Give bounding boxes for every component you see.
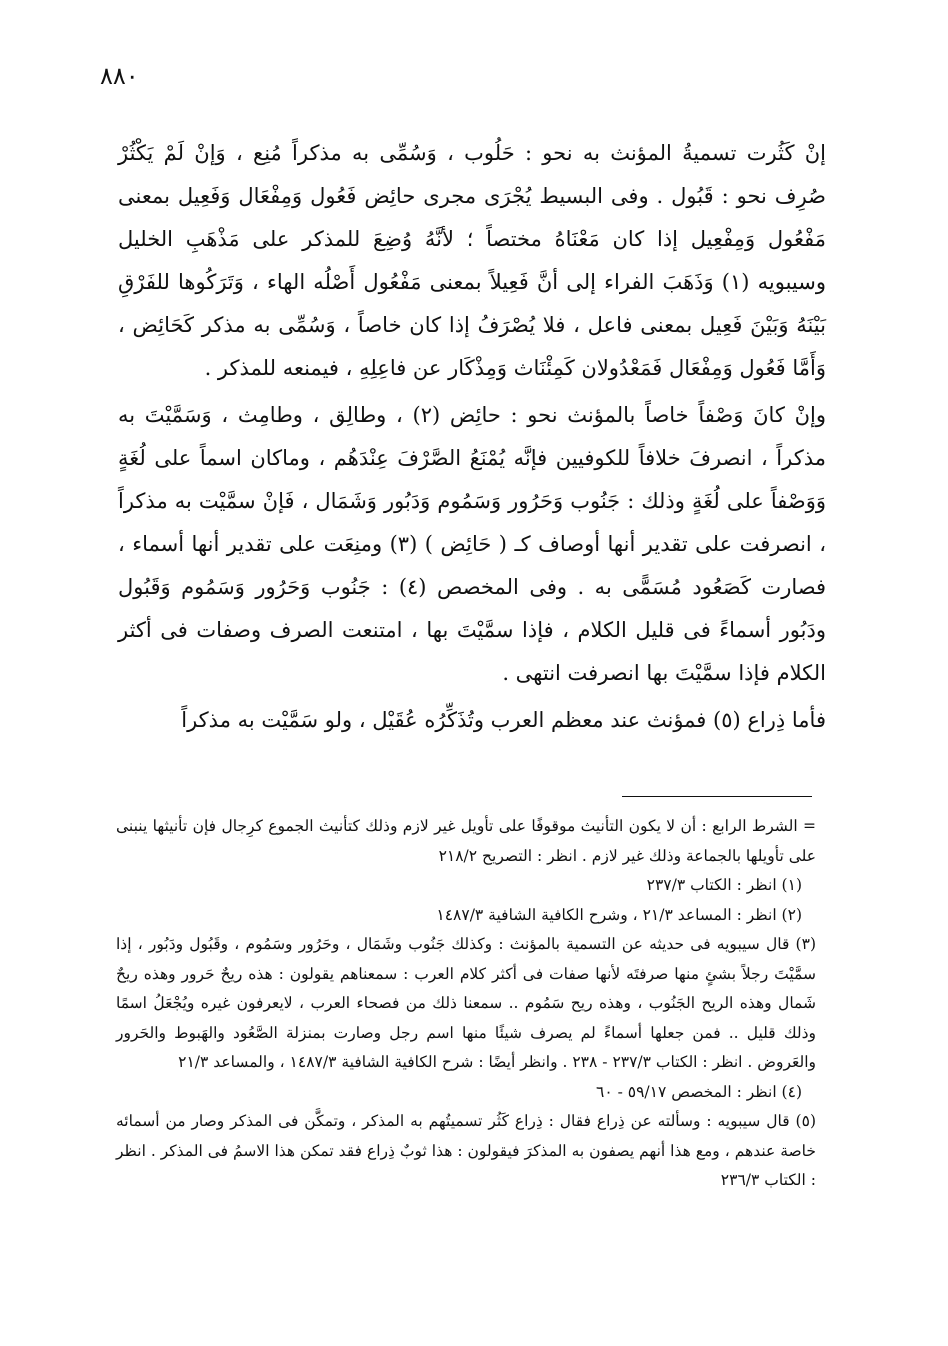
footnote: (١) انظر : الكتاب ٢٣٧/٣ xyxy=(646,876,802,894)
footnote: = الشرط الرابع : أن لا يكون التأنيث موقوفًا على تأويل غير لازم وذلك كتأنيث الجموع كرِجال فإن تأنيثها ينبنى على تأويلها بالجماعة وذلك غير لازم . انظر : التصريح ٢١٨/٢ xyxy=(116,817,816,865)
footnote: (٤) انظر : المخصص ٥٩/١٧ - ٦٠ xyxy=(596,1082,802,1101)
footnote: (٣) قال سيبويه فى حديثه عن التسمية بالمؤنث : وكذلك جَنُوب وشَمَال ، وحَرُور وسَمُوم ، وقَبُول ودَبُور ، إذا سمَّيْتَ رجلاً بشئٍ منها صرفتَه لأنها صفات فى أكثر كلام العرب : سمعناهم يقولون : هذه ريحٌ حَرور وهذه ريحٌ شَمال وهذه الريح الجَنُوب ، وهذه ريح سَمُوم .. سمعنا ذلك من فصحاء العرب ، لايعرفون غيره ويُجْعَلُ اسمًا وذلك قليل .. فمن جعلها أسماءً لم يصرف شيئًا منها اسم رجل وصارت بمنزلة الصَّعُود والهَبوط والحَرور والعَروض . انظر : الكتاب ٢٣٧/٣ - ٢٣٨ . وانظر أيضًا : شرح الكافية الشافية ١٤٨٧/٣ ، والمساعد ٢١/٣ xyxy=(116,935,816,1071)
footnote-separator xyxy=(622,796,812,797)
page-number: ٨٨٠ xyxy=(100,62,139,90)
footnote: (٢) انظر : المساعد ٢١/٣ ، وشرح الكافية الشافية ١٤٨٧/٣ xyxy=(436,905,802,924)
main-paragraph: فأما ذِراع (٥) فمؤنث عند معظم العرب وتُذَكِّرُه عُقَيْل ، ولو سَمَّيْت به مذكراً xyxy=(181,708,826,732)
main-paragraph: إنْ كَثُرت تسميةُ المؤنث به نحو : حَلُوب ، وَسُمِّى به مذكراً مُنِع ، وَإنْ لَمْ يَكْثُرْ صُرِف نحو : قَبُول . وفى البسيط يُجْرَى مجرى حائِض فَعُول وَمِفْعَال وَفَعِيل بمعنى مَفْعُول وَمِفْعِيل إذا كان مَعْنَاهُ مختصاً ؛ لأنَّهُ وُضِعَ للمذكر على مَذْهَبِ الخليل وسيبويه (١) وَذَهَبَ الفراء إلى أنَّ فَعِيلاً بمعنى مَفْعُول أَصْلُه الهاء ، وَتَرَكُوها للفَرْقِ بَيْنَهُ وَبَيْنَ فَعِيل بمعنى فاعل ، فلا يُصْرَفُ إذا كان خاصاً ، وَسُمِّى به مذكر كَحَائِض ، وَأَمَّا فَعُول وَمِفْعَال فَمَعْدُولان كَمِئْنَاث وَمِذْكَار عن فاعِلِهِ ، فيمنعه للمذكر . xyxy=(118,141,826,380)
main-paragraph: وإنْ كانَ وَصْفاً خاصاً بالمؤنث نحو : حائِض (٢) ، وطالِق ، وطامِث ، وَسَمَّيْتَ به مذكراً ، انصرفَ خلافاً للكوفيين فإنَّه يُمْنَعُ الصَّرْفَ عِنْدَهُم ، وماكان اسماً على لُغَةٍ وَوَصْفاً على لُغَةٍ وذلك : جَنُوب وَحَرُور وَسَمُوم وَدَبُور وَشَمَال ، فَإنْ سمَّيْت به مذكراً ، انصرفت على تقدير أنها أوصاف كـ ( حَائِض ) (٣) ومنِعَت على تقدير أنها أسماء ، فصارت كَصَعُود مُسَمًّى به . وفى المخصص (٤) : جَنُوب وَحَرُور وَسَمُوم وَقَبُول ودَبُور أسماءً فى قليل الكلام ، فإذا سمَّيْتَ بها ، امتنعت الصرف وصفات فى أكثر الكلام فإذا سمَّيْتَ بها انصرفت انتهى . xyxy=(118,403,826,685)
main-text xyxy=(118,132,826,742)
footnote: (٥) قال سيبويه : وسألته عن ذِراع فقال : ذِراع كَثُر تسميتُهم به المذكر ، وتمكَّن فى المذكر وصار من أسمائه خاصة عندهم ، ومع هذا أنهم يصفون به المذكرَ فيقولون : هذا ثوبٌ ذِراع فقد تمكن هذا الاسمُ فى المذكر . انظر : الكتاب ٢٣٦/٣ xyxy=(116,1112,816,1189)
footnotes xyxy=(116,812,816,1196)
